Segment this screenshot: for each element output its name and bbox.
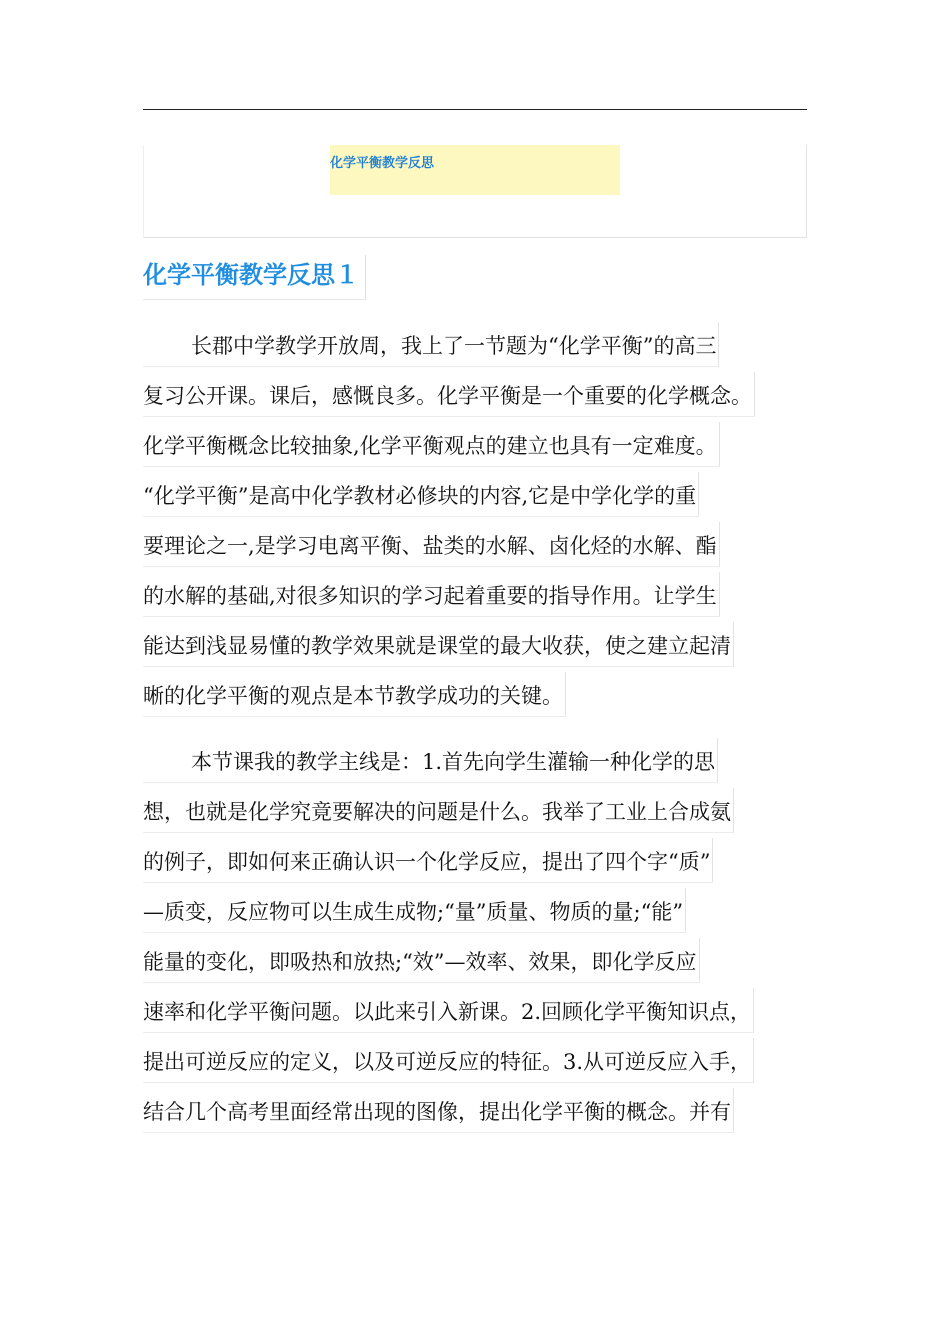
paragraph-line: 想，也就是化学究竟要解决的问题是什么。我举了工业上合成氨	[143, 788, 833, 838]
paragraph-2	[143, 738, 833, 1138]
header-rule	[143, 109, 807, 110]
paragraph-line: 的水解的基础,对很多知识的学习起着重要的指导作用。让学生	[143, 572, 833, 622]
section-heading: 化学平衡教学反思１	[143, 255, 366, 300]
paragraph-line: 结合几个高考里面经常出现的图像，提出化学平衡的概念。并有	[143, 1088, 833, 1138]
paragraph-line: 本节课我的教学主线是：1.首先向学生灌输一种化学的思	[143, 738, 833, 788]
paragraph-line: 的例子，即如何来正确认识一个化学反应，提出了四个字“质”	[143, 838, 833, 888]
paragraph-line: “化学平衡”是高中化学教材必修块的内容,它是中学化学的重	[143, 472, 833, 522]
paragraph-line: 化学平衡概念比较抽象,化学平衡观点的建立也具有一定难度。	[143, 422, 833, 472]
header-title: 化学平衡教学反思	[330, 145, 620, 195]
paragraph-line: 能达到浅显易懂的教学效果就是课堂的最大收获，使之建立起清	[143, 622, 833, 672]
paragraph-line: 要理论之一,是学习电离平衡、盐类的水解、卤化烃的水解、酯	[143, 522, 833, 572]
paragraph-line: 晰的化学平衡的观点是本节教学成功的关键。	[143, 672, 833, 722]
paragraph-line: 长郡中学教学开放周，我上了一节题为“化学平衡”的高三	[143, 322, 833, 372]
paragraph-line: 速率和化学平衡问题。以此来引入新课。2.回顾化学平衡知识点，	[143, 988, 833, 1038]
paragraph-line: 复习公开课。课后，感慨良多。化学平衡是一个重要的化学概念。	[143, 372, 833, 422]
paragraph-line: 能量的变化，即吸热和放热;“效”—效率、效果，即化学反应	[143, 938, 833, 988]
paragraph-line: 提出可逆反应的定义，以及可逆反应的特征。3.从可逆反应入手，	[143, 1038, 833, 1088]
paragraph-1	[143, 322, 833, 722]
paragraph-line: —质变，反应物可以生成生成物;“量”质量、物质的量;“能”	[143, 888, 833, 938]
